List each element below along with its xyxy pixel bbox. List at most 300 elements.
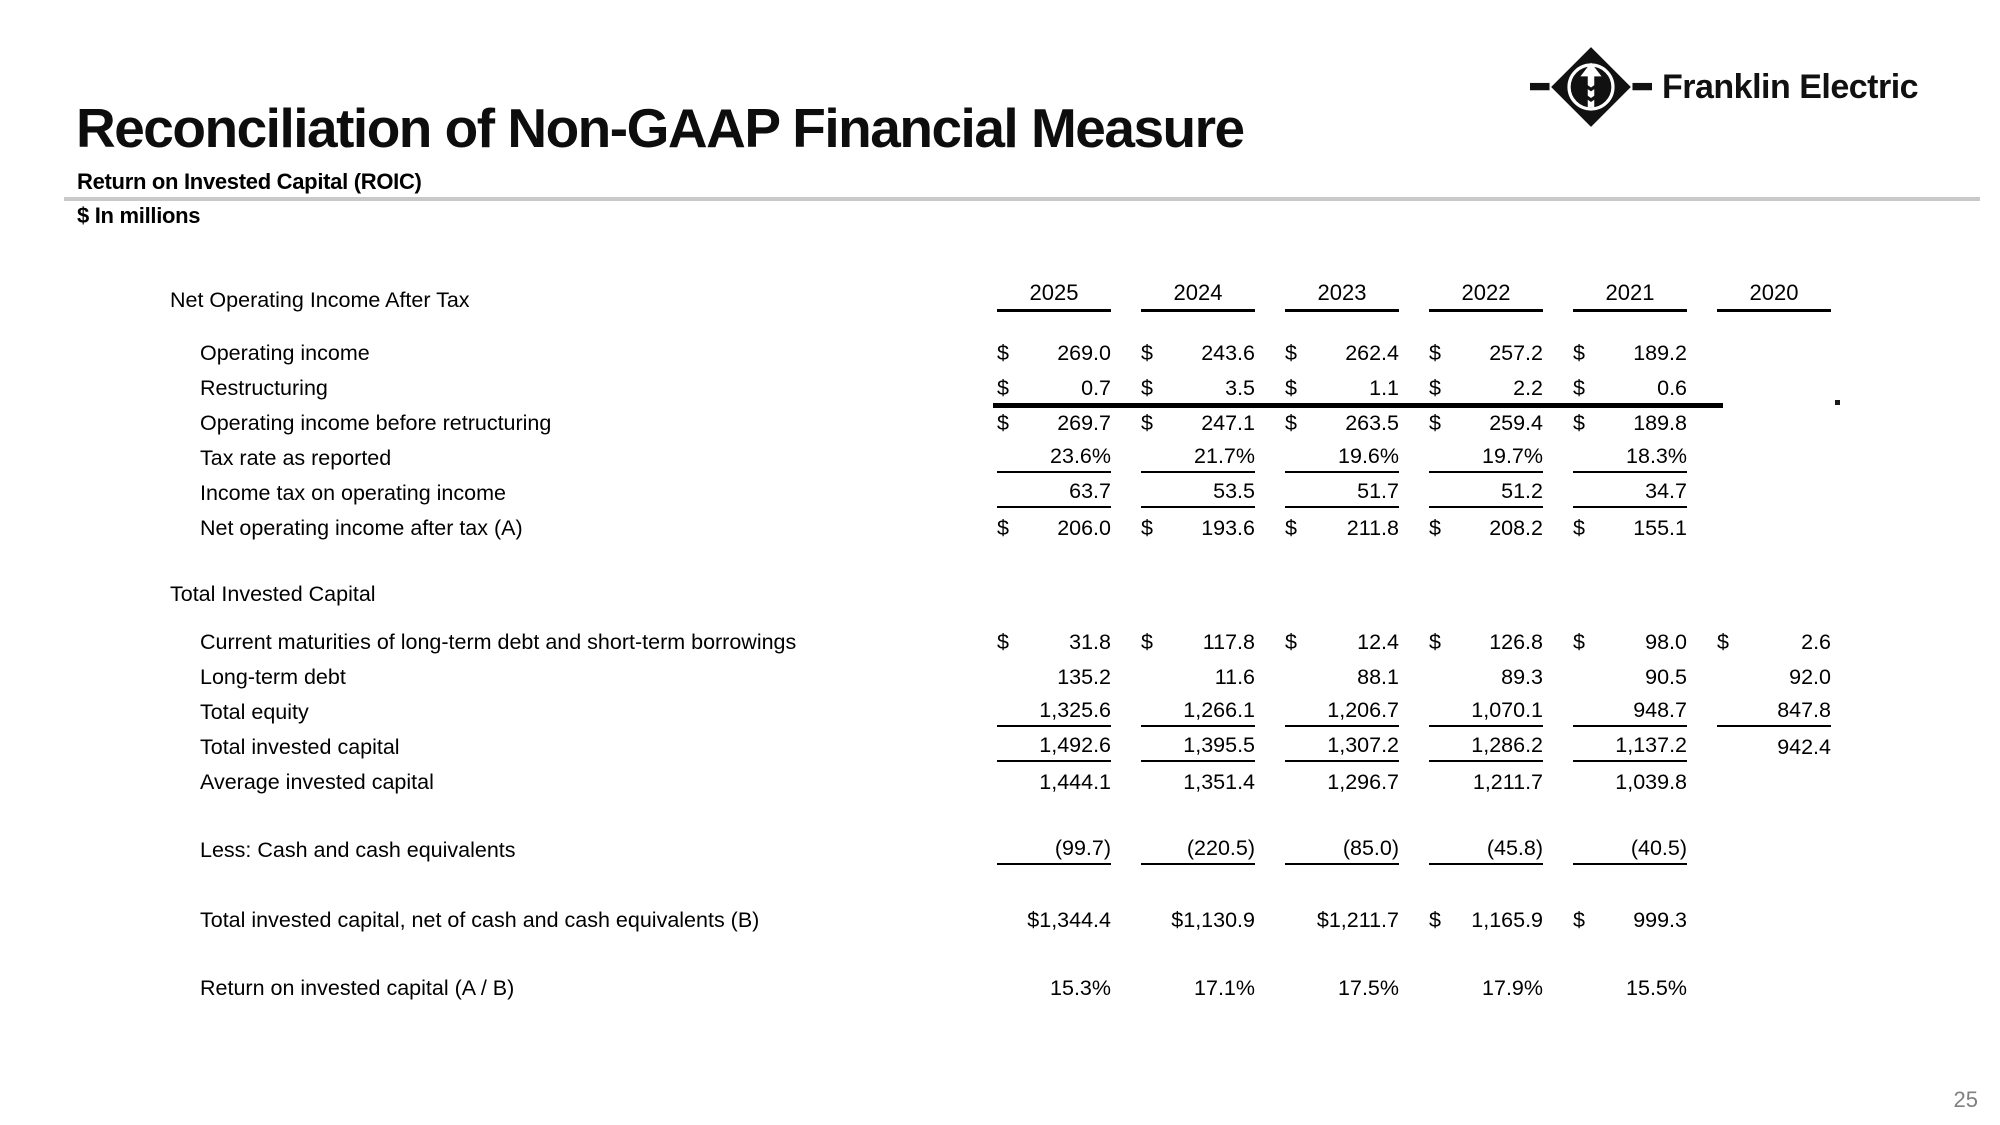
number-value: 19.7% xyxy=(1482,444,1543,468)
dollar-sign: $ xyxy=(1285,630,1297,654)
cell-value xyxy=(997,976,1111,1003)
number-value: 1,492.6 xyxy=(1039,733,1111,757)
cell-value xyxy=(1573,516,1687,543)
row-spacer xyxy=(170,868,1859,903)
number-value: 269.0 xyxy=(1057,341,1111,365)
number-value: 1,444.1 xyxy=(1039,770,1111,794)
number-value: 19.6% xyxy=(1338,444,1399,468)
row-label: Total equity xyxy=(200,700,309,724)
cell-value xyxy=(1717,436,1831,438)
cell-value xyxy=(1141,976,1255,1003)
value-cell xyxy=(1715,765,1859,800)
row-spacer xyxy=(170,800,1859,833)
cell-value xyxy=(1573,444,1687,473)
cell-value xyxy=(1141,733,1255,762)
number-value: 89.3 xyxy=(1501,665,1543,689)
year-header-cell xyxy=(1283,280,1427,315)
value-cell xyxy=(1571,660,1715,695)
dollar-sign: $ xyxy=(997,516,1009,540)
dollar-sign: $ xyxy=(997,411,1009,435)
cell-value xyxy=(1429,479,1543,508)
cell-value xyxy=(1285,444,1399,473)
cell-value xyxy=(997,908,1111,935)
cell-value xyxy=(1285,976,1399,1003)
table-row xyxy=(170,441,1859,476)
number-value: 193.6 xyxy=(1201,516,1255,540)
number-value: 1,211.7 xyxy=(1472,770,1543,794)
table-row xyxy=(170,625,1859,660)
number-value: 3.5 xyxy=(1225,376,1255,400)
number-value: 2.2 xyxy=(1513,376,1543,400)
cell-value xyxy=(997,376,1111,403)
value-cell xyxy=(1571,476,1715,511)
value-cell xyxy=(1283,441,1427,476)
cell-value xyxy=(1573,733,1687,762)
cell-value xyxy=(1717,1001,1831,1003)
cell-value xyxy=(1285,630,1399,657)
value-cell xyxy=(1283,371,1427,406)
number-value: 15.3% xyxy=(1050,976,1111,1000)
dollar-sign: $ xyxy=(1573,411,1585,435)
year-header-cell xyxy=(1139,280,1283,315)
value-cell xyxy=(1427,371,1571,406)
value-cell xyxy=(1427,336,1571,371)
value-cell xyxy=(1571,765,1715,800)
page-title: Reconciliation of Non-GAAP Financial Measure xyxy=(76,97,1244,159)
table-row xyxy=(170,765,1859,800)
year-header: 2023 xyxy=(1285,280,1399,312)
number-value: 155.1 xyxy=(1633,516,1687,540)
dollar-sign: $ xyxy=(1285,341,1297,365)
cell-value xyxy=(1573,698,1687,727)
number-value: 1,266.1 xyxy=(1183,698,1255,722)
cell-value xyxy=(1141,698,1255,727)
value-cell xyxy=(1715,441,1859,476)
cell-value xyxy=(1717,630,1831,657)
number-value: 23.6% xyxy=(1050,444,1111,468)
cell-value xyxy=(1141,516,1255,543)
cell-value xyxy=(1285,698,1399,727)
value-cell xyxy=(995,511,1139,546)
cell-value xyxy=(1573,665,1687,692)
value-cell xyxy=(1571,833,1715,868)
value-cell xyxy=(1715,625,1859,660)
number-value: 948.7 xyxy=(1633,698,1687,722)
value-cell xyxy=(1427,406,1571,441)
cell-value xyxy=(997,836,1111,865)
value-cell xyxy=(1715,511,1859,546)
row-label: Restructuring xyxy=(200,376,328,400)
value-cell xyxy=(995,971,1139,1006)
franklin-electric-logo xyxy=(1530,46,1918,128)
cell-value xyxy=(1717,735,1831,762)
value-cell xyxy=(1139,371,1283,406)
number-value: (45.8) xyxy=(1486,836,1543,860)
dollar-sign: $ xyxy=(1429,376,1441,400)
table-row xyxy=(170,660,1859,695)
cell-value xyxy=(1717,933,1831,935)
cell-value xyxy=(1717,471,1831,473)
value-cell xyxy=(1715,660,1859,695)
number-value: 1,351.4 xyxy=(1183,770,1255,794)
value-cell xyxy=(1715,695,1859,730)
section-header-row xyxy=(170,579,1859,609)
cell-value xyxy=(1717,506,1831,508)
value-cell xyxy=(1283,765,1427,800)
row-spacer xyxy=(170,938,1859,971)
value-cell xyxy=(1139,971,1283,1006)
cell-value xyxy=(1141,630,1255,657)
year-header-cell xyxy=(1715,280,1859,315)
number-value: 1,286.2 xyxy=(1471,733,1543,757)
stray-dot xyxy=(1835,400,1840,405)
cell-value xyxy=(1429,836,1543,865)
dollar-sign: $ xyxy=(1141,630,1153,654)
cell-value xyxy=(1573,836,1687,865)
cell-value xyxy=(1141,444,1255,473)
value-cell xyxy=(1427,765,1571,800)
row-spacer xyxy=(170,546,1859,579)
number-value: 1,070.1 xyxy=(1471,698,1543,722)
table-row xyxy=(170,371,1859,406)
value-cell xyxy=(1139,730,1283,765)
cell-value xyxy=(1573,341,1687,368)
value-cell xyxy=(1139,336,1283,371)
cell-value xyxy=(997,630,1111,657)
number-value: 208.2 xyxy=(1489,516,1543,540)
cell-value xyxy=(1573,770,1687,797)
cell-value xyxy=(1429,665,1543,692)
number-value: (220.5) xyxy=(1186,836,1255,860)
dollar-sign: $ xyxy=(1429,630,1441,654)
value-cell xyxy=(995,730,1139,765)
value-cell xyxy=(1427,695,1571,730)
cell-value xyxy=(1141,479,1255,508)
number-value: 31.8 xyxy=(1069,630,1111,654)
value-cell xyxy=(995,660,1139,695)
number-value: 51.7 xyxy=(1357,479,1399,503)
value-cell xyxy=(1427,833,1571,868)
number-value: 257.2 xyxy=(1489,341,1543,365)
section-label: Total Invested Capital xyxy=(170,581,376,606)
value-cell xyxy=(1139,695,1283,730)
dollar-sign: $ xyxy=(1141,411,1153,435)
number-value: 18.3% xyxy=(1626,444,1687,468)
value-cell xyxy=(1571,903,1715,938)
number-value: 1,296.7 xyxy=(1327,770,1399,794)
number-value: 189.8 xyxy=(1633,411,1687,435)
number-value: 1,137.2 xyxy=(1615,733,1687,757)
cell-value xyxy=(1429,770,1543,797)
cell-value xyxy=(1285,770,1399,797)
value-cell xyxy=(1427,625,1571,660)
value-cell xyxy=(1715,903,1859,938)
dollar-sign: $ xyxy=(1573,630,1585,654)
number-value: 12.4 xyxy=(1357,630,1399,654)
dollar-sign: $ xyxy=(997,376,1009,400)
year-header-cell xyxy=(995,280,1139,315)
cell-value xyxy=(1285,479,1399,508)
row-label: Current maturities of long-term debt and short-term borrowings xyxy=(200,630,797,654)
table-row xyxy=(170,971,1859,1006)
value-cell xyxy=(1139,903,1283,938)
value-cell xyxy=(995,441,1139,476)
number-value: 88.1 xyxy=(1357,665,1399,689)
value-cell xyxy=(1571,336,1715,371)
cell-value xyxy=(1573,411,1687,438)
dollar-sign: $ xyxy=(1285,516,1297,540)
table-row xyxy=(170,406,1859,441)
value-cell xyxy=(1283,730,1427,765)
cell-value xyxy=(1285,836,1399,865)
cell-value xyxy=(1573,376,1687,403)
franklin-electric-diamond-icon xyxy=(1530,46,1652,128)
dollar-sign: $ xyxy=(1429,516,1441,540)
value-cell xyxy=(1571,371,1715,406)
dollar-sign: $ xyxy=(1285,411,1297,435)
number-value: 262.4 xyxy=(1345,341,1399,365)
cell-value xyxy=(1429,411,1543,438)
value-cell xyxy=(995,476,1139,511)
number-value: 847.8 xyxy=(1777,698,1831,722)
year-header-cell xyxy=(1427,280,1571,315)
value-cell xyxy=(1283,971,1427,1006)
number-value: 92.0 xyxy=(1789,665,1831,689)
value-cell xyxy=(1283,833,1427,868)
value-cell xyxy=(995,903,1139,938)
row-label: Tax rate as reported xyxy=(200,446,392,470)
row-label: Net operating income after tax (A) xyxy=(200,516,523,540)
value-cell xyxy=(1139,441,1283,476)
number-value: 1,395.5 xyxy=(1183,733,1255,757)
number-value: 243.6 xyxy=(1201,341,1255,365)
cell-value xyxy=(1429,698,1543,727)
year-header: 2024 xyxy=(1141,280,1255,312)
number-value: $1,344.4 xyxy=(1027,908,1111,932)
cell-value xyxy=(1429,341,1543,368)
number-value: 1.1 xyxy=(1369,376,1399,400)
cell-value xyxy=(1285,411,1399,438)
value-cell xyxy=(1571,730,1715,765)
cell-value xyxy=(1285,665,1399,692)
year-header: 2022 xyxy=(1429,280,1543,312)
number-value: 63.7 xyxy=(1069,479,1111,503)
value-cell xyxy=(1283,406,1427,441)
number-value: 247.1 xyxy=(1201,411,1255,435)
year-header: 2021 xyxy=(1573,280,1687,312)
dollar-sign: $ xyxy=(1141,516,1153,540)
value-cell xyxy=(1139,625,1283,660)
value-cell xyxy=(1571,406,1715,441)
cell-value xyxy=(1285,733,1399,762)
number-value: 1,039.8 xyxy=(1615,770,1687,794)
value-cell xyxy=(1427,441,1571,476)
number-value: 15.5% xyxy=(1626,976,1687,1000)
cell-value xyxy=(1141,836,1255,865)
number-value: 269.7 xyxy=(1057,411,1111,435)
value-cell xyxy=(1427,511,1571,546)
cell-value xyxy=(1141,770,1255,797)
value-cell xyxy=(1571,441,1715,476)
cell-value xyxy=(1285,516,1399,543)
dollar-sign: $ xyxy=(997,630,1009,654)
row-label: Less: Cash and cash equivalents xyxy=(200,838,516,862)
value-cell xyxy=(995,371,1139,406)
value-cell xyxy=(1715,336,1859,371)
number-value: 1,325.6 xyxy=(1039,698,1111,722)
number-value: 1,307.2 xyxy=(1327,733,1399,757)
cell-value xyxy=(997,770,1111,797)
divider-line xyxy=(64,197,1980,201)
table-row xyxy=(170,476,1859,511)
cell-value xyxy=(1429,976,1543,1003)
year-header-cell xyxy=(1571,280,1715,315)
dollar-sign: $ xyxy=(1573,516,1585,540)
brand-name: Franklin Electric xyxy=(1662,67,1919,106)
table-row xyxy=(170,336,1859,371)
number-value: 17.5% xyxy=(1338,976,1399,1000)
cell-value xyxy=(1717,366,1831,368)
cell-value xyxy=(1141,411,1255,438)
row-label: Average invested capital xyxy=(200,770,434,794)
dollar-sign: $ xyxy=(1573,376,1585,400)
cell-value xyxy=(997,733,1111,762)
number-value: 0.6 xyxy=(1657,376,1687,400)
row-label: Total invested capital, net of cash and cash equivalents (B) xyxy=(200,908,760,932)
section-label: Net Operating Income After Tax xyxy=(170,287,470,312)
value-cell xyxy=(1427,476,1571,511)
value-cell xyxy=(1283,695,1427,730)
cell-value xyxy=(1717,863,1831,865)
row-label: Long-term debt xyxy=(200,665,346,689)
dollar-sign: $ xyxy=(1429,908,1441,932)
cell-value xyxy=(997,698,1111,727)
table-row xyxy=(170,730,1859,765)
number-value: 135.2 xyxy=(1057,665,1111,689)
cell-value xyxy=(1285,341,1399,368)
number-value: 98.0 xyxy=(1645,630,1687,654)
number-value: (99.7) xyxy=(1054,836,1111,860)
cell-value xyxy=(1429,376,1543,403)
value-cell xyxy=(1715,833,1859,868)
number-value: 51.2 xyxy=(1501,479,1543,503)
number-value: 90.5 xyxy=(1645,665,1687,689)
value-cell xyxy=(1715,406,1859,441)
cell-value xyxy=(1573,630,1687,657)
table-row xyxy=(170,695,1859,730)
value-cell xyxy=(1571,971,1715,1006)
number-value: 189.2 xyxy=(1633,341,1687,365)
value-cell xyxy=(995,833,1139,868)
dollar-sign: $ xyxy=(1429,341,1441,365)
number-value: 942.4 xyxy=(1777,735,1831,759)
cell-value xyxy=(1429,630,1543,657)
cell-value xyxy=(1141,376,1255,403)
number-value: (40.5) xyxy=(1630,836,1687,860)
cell-value xyxy=(997,444,1111,473)
cell-value xyxy=(997,341,1111,368)
row-spacer xyxy=(170,315,1859,336)
value-cell xyxy=(1139,406,1283,441)
value-cell xyxy=(1427,660,1571,695)
value-cell xyxy=(1283,660,1427,695)
table-header-row xyxy=(170,280,1859,315)
number-value: 263.5 xyxy=(1345,411,1399,435)
value-cell xyxy=(1139,511,1283,546)
value-cell xyxy=(1715,730,1859,765)
dollar-sign: $ xyxy=(1429,411,1441,435)
number-value: (85.0) xyxy=(1342,836,1399,860)
row-label: Return on invested capital (A / B) xyxy=(200,976,515,1000)
number-value: 211.8 xyxy=(1346,516,1399,540)
row-label: Total invested capital xyxy=(200,735,400,759)
number-value: 53.5 xyxy=(1213,479,1255,503)
number-value: 34.7 xyxy=(1645,479,1687,503)
dollar-sign: $ xyxy=(1717,630,1729,654)
cell-value xyxy=(1285,908,1399,935)
dollar-sign: $ xyxy=(1573,908,1585,932)
number-value: $1,130.9 xyxy=(1171,908,1255,932)
number-value: 2.6 xyxy=(1801,630,1831,654)
units-label: $ In millions xyxy=(77,203,201,228)
value-cell xyxy=(1715,971,1859,1006)
value-cell xyxy=(1427,971,1571,1006)
number-value: 206.0 xyxy=(1057,516,1111,540)
cell-value xyxy=(997,479,1111,508)
cell-value xyxy=(1717,401,1831,403)
page-number: 25 xyxy=(1953,1087,1978,1112)
table-row xyxy=(170,903,1859,938)
cell-value xyxy=(1429,516,1543,543)
cell-value xyxy=(1429,444,1543,473)
cell-value xyxy=(1717,541,1831,543)
cell-value xyxy=(1573,908,1687,935)
value-cell xyxy=(1283,336,1427,371)
cell-value xyxy=(997,411,1111,438)
value-cell xyxy=(1283,903,1427,938)
table-row xyxy=(170,833,1859,868)
cell-value xyxy=(1573,976,1687,1003)
value-cell xyxy=(1715,476,1859,511)
number-value: 126.8 xyxy=(1489,630,1543,654)
number-value: 17.1% xyxy=(1194,976,1255,1000)
row-label: Income tax on operating income xyxy=(200,481,506,505)
cell-value xyxy=(1285,376,1399,403)
value-cell xyxy=(1283,511,1427,546)
value-cell xyxy=(1427,730,1571,765)
number-value: 117.8 xyxy=(1202,630,1255,654)
number-value: 11.6 xyxy=(1214,665,1255,689)
value-cell xyxy=(1139,660,1283,695)
cell-value xyxy=(1141,341,1255,368)
number-value: 21.7% xyxy=(1194,444,1255,468)
value-cell xyxy=(995,695,1139,730)
dollar-sign: $ xyxy=(1285,376,1297,400)
value-cell xyxy=(995,625,1139,660)
number-value: 1,206.7 xyxy=(1327,698,1399,722)
number-value: 259.4 xyxy=(1489,411,1543,435)
value-cell xyxy=(1283,625,1427,660)
year-header: 2020 xyxy=(1717,280,1831,312)
number-value: 0.7 xyxy=(1081,376,1111,400)
cell-value xyxy=(1717,795,1831,797)
value-cell xyxy=(995,406,1139,441)
dollar-sign: $ xyxy=(1141,376,1153,400)
cell-value xyxy=(997,516,1111,543)
value-cell xyxy=(1427,903,1571,938)
cell-value xyxy=(1717,698,1831,727)
value-cell xyxy=(1571,625,1715,660)
